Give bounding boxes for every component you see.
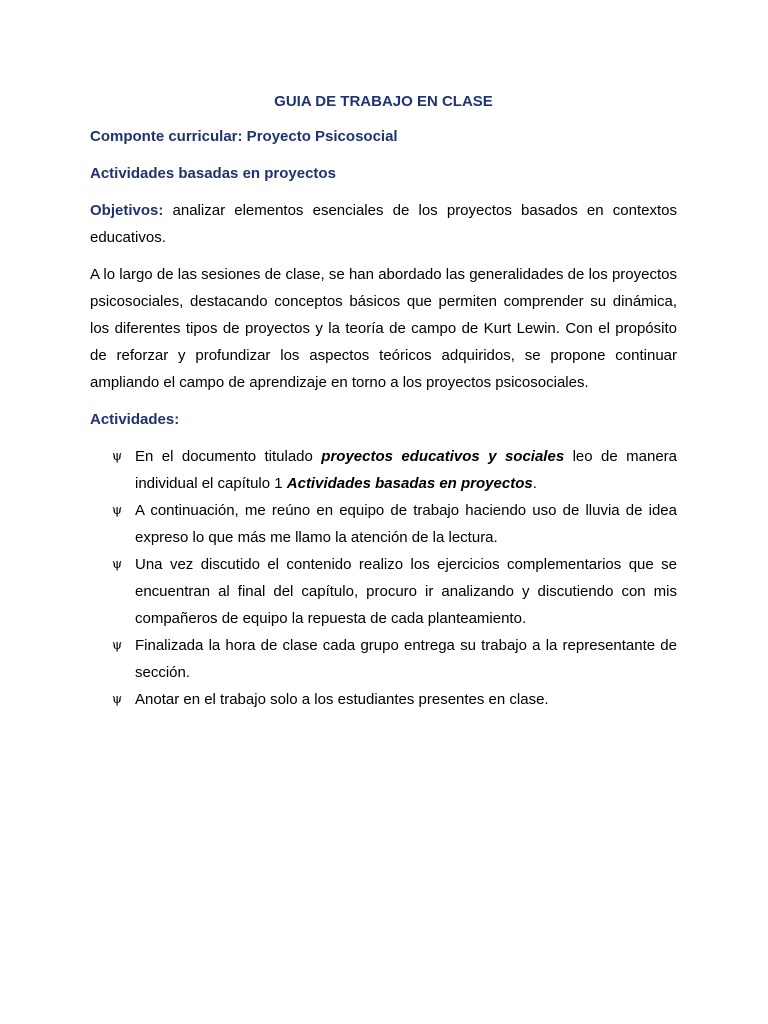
objectives-paragraph (90, 197, 677, 251)
list-item (90, 551, 677, 632)
section-subtitle: Actividades basadas en proyectos (90, 165, 336, 182)
activity-emphasis: Actividades basadas en proyectos (286, 475, 533, 492)
curricular-component-heading: Componte curricular: Proyecto Psicosocial (90, 128, 398, 145)
psi-bullet-icon: ψ (112, 557, 123, 572)
psi-bullet-icon: ψ (112, 503, 123, 518)
activity-text: Anotar en el trabajo solo a los estudiantes presentes en clase. (135, 691, 549, 708)
activity-text: En el documento titulado (135, 448, 322, 465)
activity-text: Finalizada la hora de clase cada grupo entrega su trabajo a la representante de sección. (135, 637, 677, 681)
objectives-label: Objetivos: (90, 202, 164, 219)
activity-text: . (532, 475, 537, 492)
activity-text: leo de manera individual el capítulo 1 (135, 448, 677, 492)
document-title: GUIA DE TRABAJO EN CLASE (274, 93, 493, 110)
psi-bullet-icon: ψ (112, 638, 123, 653)
activity-text: Una vez discutido el contenido realizo los ejercicios complementarios que se encuentran al final del capítulo, procuro ir analizando y discutiendo con mis compañeros de equipo la repuesta de cada planteamiento. (135, 556, 677, 627)
activity-emphasis: proyectos educativos y sociales (321, 448, 565, 465)
list-item (90, 632, 677, 686)
objectives-text: analizar elementos esenciales de los proyectos basados en contextos educativos. (90, 202, 677, 246)
activity-text: A continuación, me reúno en equipo de trabajo haciendo uso de lluvia de idea expreso lo que más me llamo la atención de la lectura. (135, 502, 677, 546)
psi-bullet-icon: ψ (112, 449, 123, 464)
psi-bullet-icon: ψ (112, 692, 123, 707)
list-item (90, 686, 677, 713)
activities-heading: Actividades: (90, 411, 180, 428)
document-page (90, 91, 677, 713)
list-item (90, 497, 677, 551)
activities-list (90, 443, 677, 713)
list-item (90, 443, 677, 497)
intro-paragraph: A lo largo de las sesiones de clase, se han abordado las generalidades de los proyectos psicosociales, destacando conceptos básicos que permiten comprender su dinámica, los diferentes tipos de proyectos y la teoría de campo de Kurt Lewin. Con el propósito de reforzar y profundizar los aspectos teóricos adquiridos, se propone continuar ampliando el campo de aprendizaje en torno a los proyectos psicosociales. (90, 266, 677, 391)
